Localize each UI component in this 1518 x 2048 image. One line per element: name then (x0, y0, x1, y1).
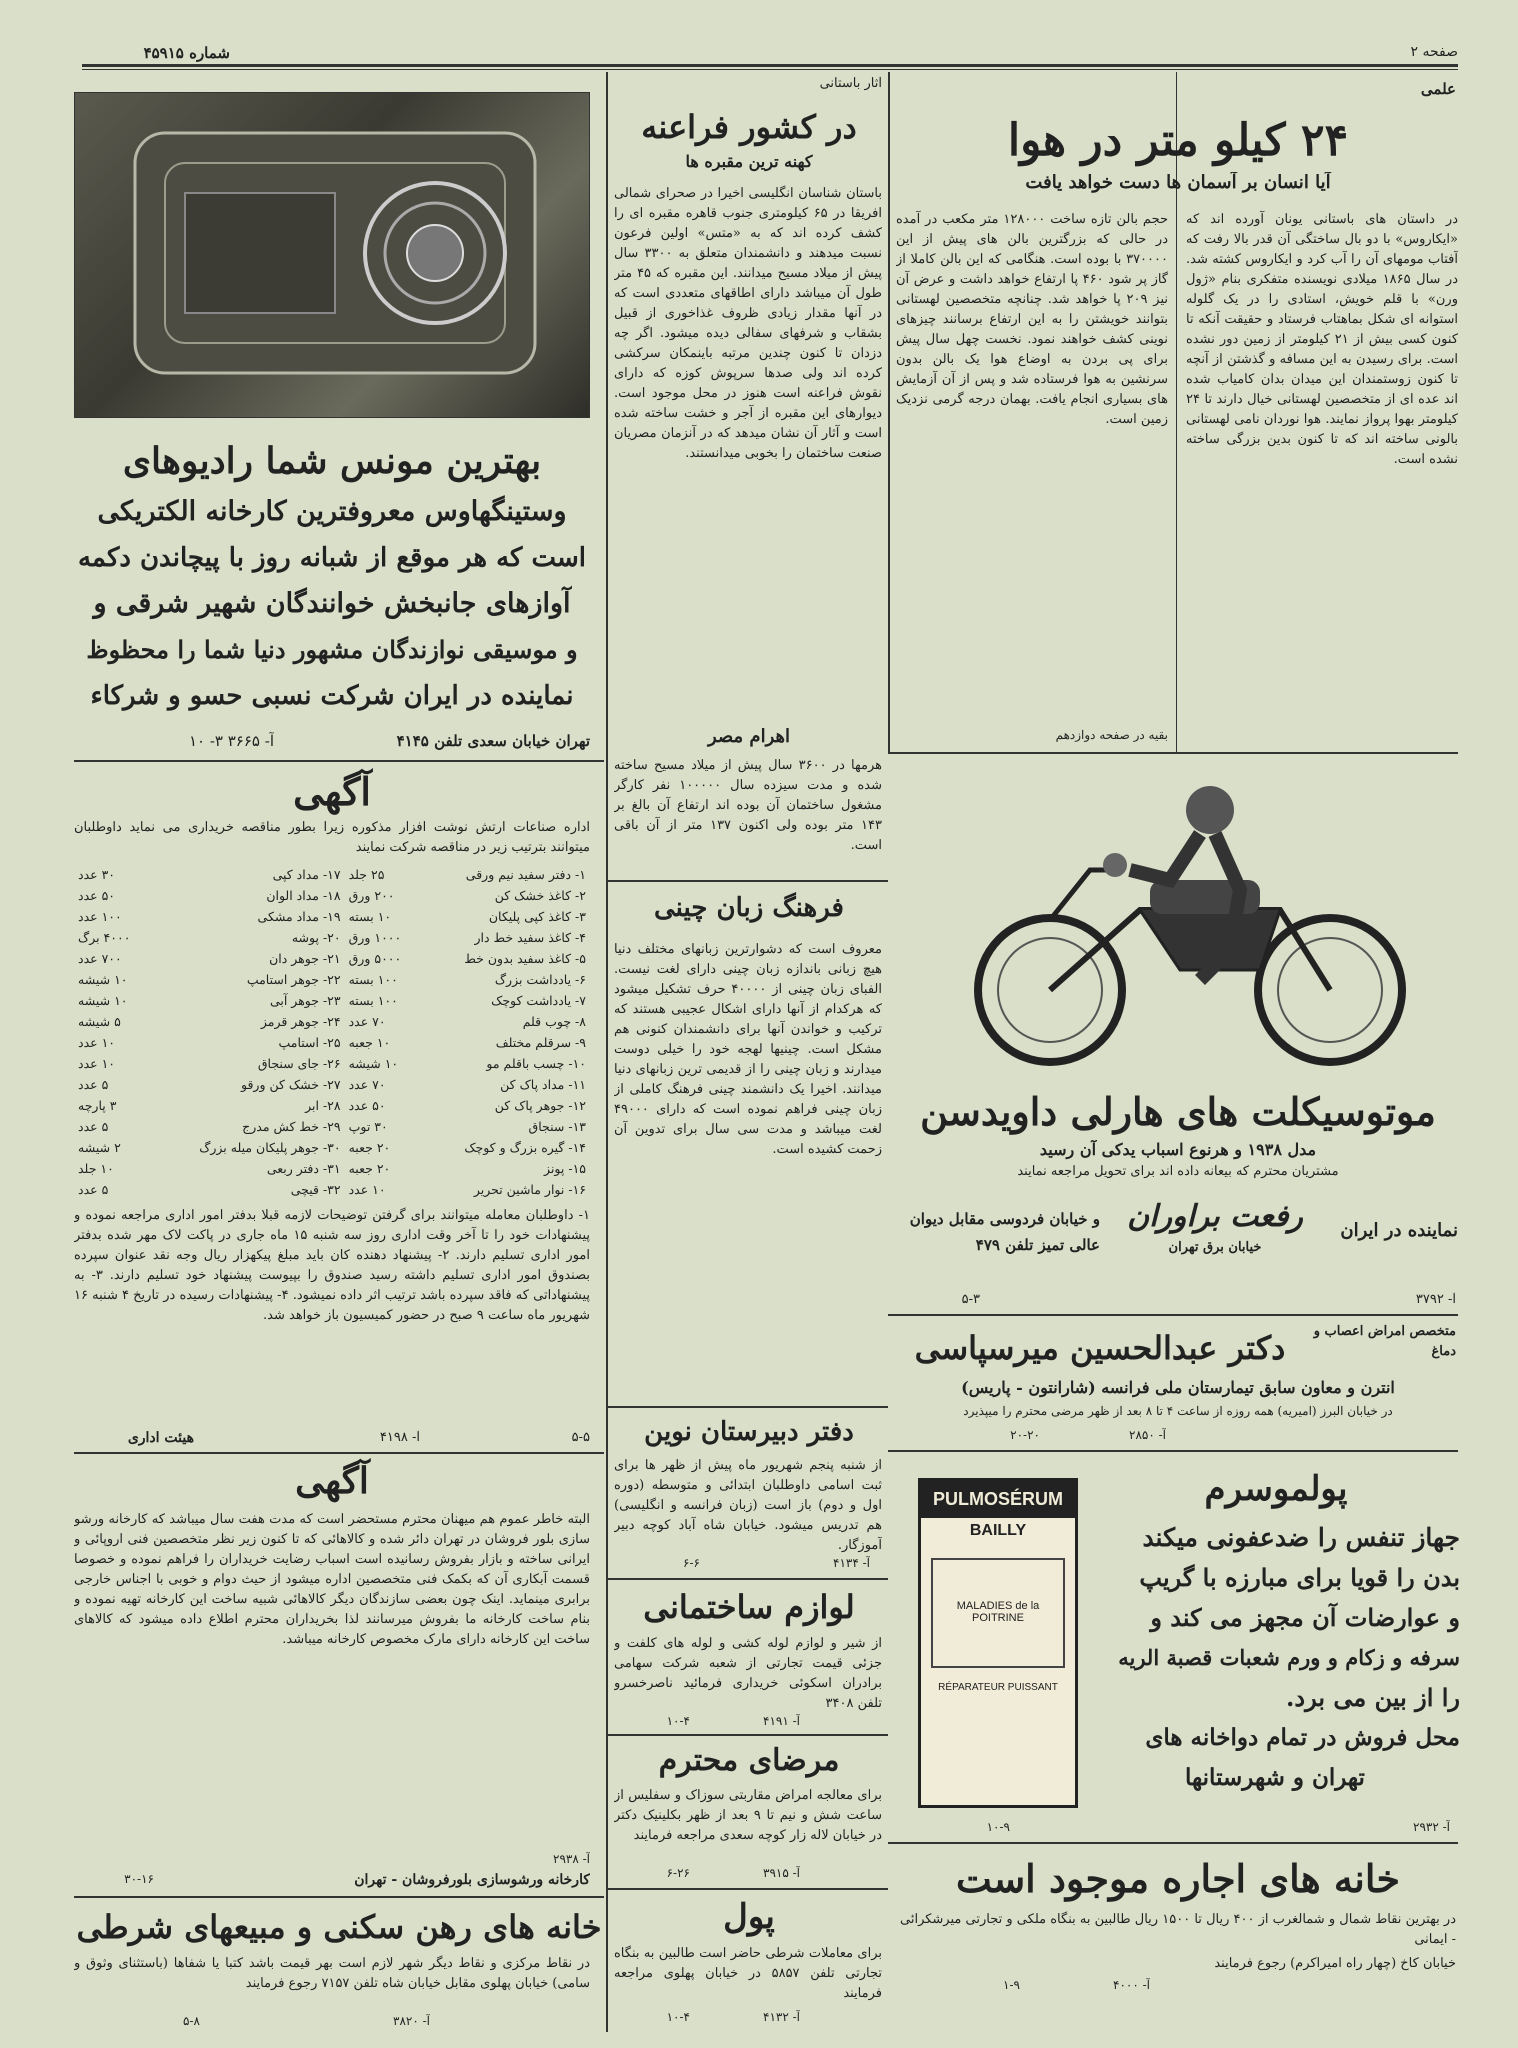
pulmoserum-label: MALADIES de la POITRINE (931, 1558, 1065, 1668)
doctor-credentials: انترن و معاون سابق تیمارستان ملی فرانسه (شارانتون - پاریس) (961, 1378, 1395, 1397)
notice-title: آگهی (293, 769, 371, 814)
issue-number: شماره ۴۵۹۱۵ (143, 44, 230, 62)
table-cell: ۱۰۰ عدد (78, 909, 122, 924)
table-row (74, 1032, 590, 1053)
table-cell: ۵ شیشه (78, 1014, 121, 1029)
table-cell: ۲۰۰ ورق (348, 888, 395, 903)
motorcycle-headline: موتوسیکلت های هارلی داویدسن (920, 1089, 1436, 1134)
table-cell: ۲۵ جلد (348, 867, 385, 882)
table-cell: ۷۰ عدد (348, 1077, 386, 1092)
pulmoserum-label2: RÉPARATEUR PUISSANT (938, 1682, 1058, 1693)
science-title: ۲۴ کیلو متر در هوا (1007, 115, 1349, 166)
pulmoserum-line: محل فروش در تمام دواخانه های (1145, 1724, 1460, 1751)
table-cell: ۱۰ شیشه (348, 1056, 399, 1071)
notice-items-table (74, 864, 590, 1204)
motorcycle-code2: ۵-۳ (961, 1292, 980, 1307)
table-cell: ۱۰ شیشه (78, 993, 128, 1008)
table-cell: ۱۶- نوار ماشین تحریر (473, 1182, 586, 1197)
table-cell: ۵۰ عدد (348, 1098, 386, 1113)
patients-code: آ- ۳۹۱۵ (763, 1866, 800, 1880)
radio-address: تهران خیابان سعدی تلفن ۴۱۴۵ (396, 732, 590, 750)
notice-signature: هیئت اداری (127, 1430, 194, 1446)
notice2-code2: ۳۰-۱۶ (124, 1872, 154, 1886)
materials-text: از شیر و لوازم لوله کشی و لوله های کلفت و جزئی قیمت تجارتی از شعبه شرکت سهامی برادران اسکوئی خریداری فرمائید ناصرخسرو تلفن ۳۴۰۸ (614, 1636, 882, 1711)
pulmoserum-code2: ۱۰-۹ (986, 1820, 1010, 1834)
table-row (74, 1011, 590, 1032)
table-cell: ۳۰- جوهر پلیکان میله بزرگ (199, 1140, 341, 1155)
egypt-subtitle: کهنه ترین مقبره ها (685, 152, 813, 171)
table-row (74, 927, 590, 948)
mortgage-title: خانه های رهن سکنی و مبیعهای شرطی (76, 1908, 602, 1946)
notice-code-right: ۵-۵ (571, 1430, 590, 1445)
section-rule (608, 1734, 888, 1736)
pulmoserum-maker: BAILLY (969, 1522, 1027, 1539)
notice-terms: ۱- داوطلبان معامله میتوانند برای گرفتن توضیحات لازمه قبلا بدفتر امور اداری مراجعه نموده و پیشنهادات خود را تا آخر وقت اداری روز سه شنبه ۱۵ ماه جاری در پاکت لاک مهر شده بدفتر امور اداری تسلیم دارند. ۲- پیشنهاد دهنده کان باید مبلغ پیکهزار ریال وجه نقد عنوان سپرده بصندوق امور اداری تسلیم داشته رسید صندوق را بپیوست پیشنهاد خود تسلیم دارند. ۳- به پیشنهاداتی که فاقد سپرده باشد ترتیب اثر داده نمیشود. ۴- پیشنهادات رسیده در تاریخ ۴ شنبه ۱۶ شهریور ماه ساعت ۹ صبح در حضور کمیسیون باز خواهد شد. (74, 1208, 590, 1323)
table-cell: ۱۰۰ بسته (348, 993, 398, 1008)
pulmoserum-line: تهران و شهرستانها (1185, 1764, 1365, 1791)
table-cell: ۱۰۰ بسته (348, 972, 398, 987)
table-row (74, 948, 590, 969)
science-col1: در داستان های باستانی یونان آورده اند که «ایکاروس» با دو بال ساختگی آن قدر بالا رفت که آفتاب مومهای آن را آب کرد و ایکاروس کشته شد. در سال ۱۸۶۵ میلادی نویسنده متفکری بنام «ژول ورن» با قلم خویش، استادی را در یک گلوله استوانه ای شکل بماهتاب فرستاد و حقیقت آنکه تا کنون کسی بیش از ۲۱ کیلومتر از زمین دور نشده است. برای رسیدن به این مسافه و گذشتن از آنچه تا کنون زوستمندان این میدان بدان کامیاب شده اند عده ای از متخصصین لهستانی خیال دارند تا ۲۴ کیلومتر بهوا پرواز نمایند. هوا نوردان نامی لهستانی بالونی ساخته اند که تا کنون بدین بزرگی ساخته نشده است. (1186, 212, 1458, 467)
table-cell: ۵ عدد (78, 1077, 109, 1092)
table-row (74, 969, 590, 990)
section-rule (888, 1450, 1458, 1452)
table-row (74, 885, 590, 906)
table-cell: ۲۰ جعبه (348, 1140, 391, 1155)
mortgage-text: در نقاط مرکزی و نقاط دیگر شهر لازم است بهر قیمت باشد کتبا یا شفاها (باستثنای وثوق و سامی) خیابان پهلوی مقابل خیابان شاه تلفن ۷۱۵۷ رجوع فرمایند (74, 1956, 590, 1991)
table-cell: ۱۰ عدد (348, 1182, 386, 1197)
money-text: برای معاملات شرطی حاضر است طالبین به بنگاه تجارتی تلفن ۵۸۵۷ در خیابان پهلوی مراجعه فرمایند (614, 1946, 882, 2001)
column-divider (606, 72, 608, 2032)
money-code: آ- ۴۱۳۲ (763, 2010, 800, 2024)
section-rule (608, 1578, 888, 1580)
pulmoserum-line: و عوارضات آن مجهز می کند و (1150, 1603, 1460, 1632)
table-cell: ۳۰ توپ (348, 1119, 388, 1134)
school-code: آ- ۴۱۳۴ (833, 1556, 870, 1570)
section-rule (74, 1452, 604, 1454)
houses-code2: ۱-۹ (1003, 1978, 1020, 1992)
section-rule (608, 1406, 888, 1408)
science-section-label: علمی (1420, 80, 1456, 98)
motorcycle-model: مدل ۱۹۳۸ و هرنوع اسباب یدکی آن رسید (1039, 1140, 1317, 1159)
mortgage-code2: ۵-۸ (183, 2014, 200, 2028)
houses-code: آ- ۴۰۰۰ (1113, 1978, 1150, 1992)
table-cell: ۱۲- جوهر پاک کن (494, 1098, 586, 1113)
column-divider (888, 72, 890, 752)
table-cell: ۲۸- ابر (305, 1098, 341, 1113)
table-cell: ۵۰۰۰ ورق (348, 951, 402, 966)
table-cell: ۲- کاغذ خشک کن (494, 888, 586, 903)
egypt-section-label: آثار باستانی (819, 76, 882, 91)
chinese-text: معروف است که دشوارترین زبانهای مختلف دنیا هیچ زبانی باندازه زبان چینی دارای لغت نیست. الفبای زبان چینی از ۴۰۰۰۰ حرف تشکیل میشود که هرکدام از آنها دارای اشکال عجیبی هستند که ترکیب و خواندن آنها برای دانشمندان کنونی هم مشکل است. چینیها لهجه خود را خیلی دوست میدارند و زبان چینی را از قدیمی ترین زبانهای دنیا میدانند. اخیرا یک دانشمند چینی فرهنگ کاملی از زبان چینی فراهم نموده است که دارای ۴۹۰۰۰ لغت میباشد و مدت سی سال برای تدوین آن زحمت کشیده است. (614, 942, 882, 1157)
table-cell: ۱۰ عدد (78, 1056, 115, 1071)
table-cell: ۵ عدد (78, 1182, 109, 1197)
motorcycle-rep-label: نماینده در ایران (1340, 1220, 1458, 1241)
motorcycle-code: آ- ۳۷۹۲ (1415, 1292, 1456, 1307)
section-rule (608, 880, 888, 882)
doctor-specialty: متخصص امراض اعصاب و دماغ (1313, 1324, 1456, 1359)
science-continued: بقیه در صفحه دوازدهم (1055, 728, 1168, 742)
patients-title: مرضای محترم (658, 1743, 840, 1778)
pulmoserum-line: سرفه و زکام و ورم شعبات قصبة الریه (1118, 1645, 1460, 1670)
egypt-text: باستان شناسان انگلیسی اخیرا در صحرای شمالی افریقا در ۶۵ کیلومتری جنوب قاهره مقبره ای را کشف کرده اند که به «متس» اولین فرعون نسبت میدهند و دانشمندان متعلق به ۳۳۰۰ سال پیش از میلاد مسیح میدانند. این مقبره که ۴۵ متر طول آن میباشد دارای اطاقهای متعددی است که در آنها مقدار زیادی ظروف غذاخوری از قبیل بشقاب و شرفهای سفالی دیده میشود. اگر چه دزدان تا کنون چندین مرتبه باینمکان سرکشی کرده اند ولی صدها سرپوش کوزه که دارای نقوش فراعنه است هنوز در محل موجود است. دیوارهای این مقبره از آجر و خشت ساخته شده است و آثار آن نشان میدهد که در آنزمان مصریان صنعت ساختمان را بخوبی میدانستند. (614, 186, 882, 461)
table-cell: ۵ عدد (78, 1119, 109, 1134)
houses-address: خیابان کاخ (چهار راه امیراکرم) رجوع فرمایند (1214, 1956, 1456, 1971)
radio-line-1: وستینگهاوس معروفترین کارخانه الکتریکی (97, 496, 567, 527)
table-cell: ۱۰ شیشه (78, 972, 128, 987)
section-rule (608, 1888, 888, 1890)
notice-code-left: آ- ۴۱۹۸ (379, 1430, 420, 1445)
motorcycle-company: رفعت براوران (1127, 1199, 1303, 1234)
table-cell: ۲۶- جای سنجاق (257, 1056, 341, 1071)
money-title: پول (723, 1897, 775, 1937)
science-col2: حجم بالن تازه ساخت ۱۲۸۰۰۰ متر مکعب در آمده در حالی که بزرگترین بالن های پیش از این ۳۷۰۰۰۰ با بوده است. هنگامی که این بالن کاملا از گاز پر شود ۴۶۰ پا ارتفاع خواهد داشت و عرض آن نیز ۲۰۹ پا خواهد شد. چنانچه متخصصین لهستانی بتوانند خویشتن را به این ارتفاع برسانند چیزهای نوینی کشف خواهند نمود. نخست چهل سال پیش برای پی بردن به اوضاع هوا یک بالن بدون سرنشین به هوا فرستاده شد و پس از آن آزمایش های بسیاری انجام یافت. بهمان درجه گرمی نزدیک زمین است. (896, 212, 1168, 427)
pulmoserum-title: پولموسرم (1204, 1469, 1348, 1509)
pyramids-text: هرمها در ۳۶۰۰ سال پیش از میلاد مسیح ساخته شده و مدت سیزده سال ۱۰۰۰۰۰ نفر کارگر مشغول ساختمان آن بوده اند ارتفاع آن بالغ بر ۱۴۳ متر بوده ولی اکنون ۱۳۷ متر از آن باقی است. (614, 758, 882, 853)
table-cell: ۲۴- جوهر قرمز (260, 1014, 341, 1029)
table-cell: ۱۰۰۰ ورق (348, 930, 402, 945)
doctor-code2: ۲۰-۲۰ (1010, 1428, 1040, 1442)
table-row (74, 1179, 590, 1200)
table-row (74, 906, 590, 927)
radio-line-2: است که هر موقع از شبانه روز با پیچاندن دکمه (77, 543, 587, 573)
table-row (74, 1095, 590, 1116)
table-row (74, 990, 590, 1011)
patients-code2: ۶-۲۶ (666, 1866, 690, 1880)
table-cell: ۱۴- گیره بزرگ و کوچک (464, 1140, 586, 1155)
section-rule (888, 1842, 1458, 1844)
table-cell: ۱۰ جلد (78, 1161, 114, 1176)
houses-text: در بهترین نقاط شمال و شمالغرب از ۴۰۰ ریال تا ۱۵۰۰ ریال طالبین به بنگاه ملکی و تجارتی میرشکرائی - ایمانی (900, 1912, 1456, 1947)
table-cell: ۱۸- مداد الوان (266, 888, 341, 903)
motorcycle-shop: و خیابان فردوسی مقابل دیوان عالی تمیز تلفن ۴۷۹ (909, 1210, 1100, 1254)
page-number: صفحه ۲ (1410, 44, 1458, 60)
money-code2: ۱۰-۴ (666, 2010, 690, 2024)
table-cell: ۳۰ عدد (78, 867, 115, 882)
pulmoserum-line: را از بین می برد. (1286, 1683, 1460, 1712)
table-cell: ۵- کاغذ سفید بدون خط (464, 951, 586, 966)
motorcycle-company-address: خیابان برق تهران (1168, 1240, 1262, 1255)
radio-icon (75, 93, 590, 418)
table-cell: ۸- چوب قلم (522, 1014, 586, 1029)
table-cell: ۴- کاغذ سفید خط دار (474, 930, 586, 945)
radio-headline: بهترین مونس شما رادیوهای (122, 440, 542, 482)
table-row (74, 864, 590, 885)
pulmoserum-line: بدن را قویا برای مبارزه با گریپ (1139, 1563, 1460, 1592)
school-text: از شنبه پنجم شهریور ماه پیش از ظهر ها برای ثبت اسامی داوطلبان ابتدائی و متوسطه (دوره اول و دوم) باز است (زبان فرانسه و انگلیسی) هم تدریس میشود. خیابان شاه آباد کوچه دبیر آموزگار. (614, 1458, 882, 1553)
radio-code: آ- ۳۶۶۵ ۳- ۱۰ (188, 732, 274, 750)
table-row (74, 1158, 590, 1179)
table-cell: ۲۵- استامپ (278, 1035, 341, 1050)
materials-code: آ- ۴۱۹۱ (763, 1714, 800, 1728)
school-title: دفتر دبیرستان نوین (644, 1417, 854, 1447)
table-row (74, 1137, 590, 1158)
materials-code2: ۱۰-۴ (666, 1714, 690, 1728)
notice2-code: آ- ۲۹۳۸ (553, 1852, 590, 1866)
pulmoserum-code: آ- ۲۹۳۲ (1413, 1820, 1450, 1834)
table-cell: ۱۰- چسب باقلم مو (486, 1056, 586, 1071)
section-rule (74, 760, 604, 762)
table-cell: ۱۳- سنجاق (528, 1119, 586, 1134)
chinese-title: فرهنگ زبان چینی (654, 893, 844, 923)
science-subtitle: آیا انسان بر آسمان ها دست خواهد یافت (1025, 172, 1331, 193)
table-cell: ۲۲- جوهر استامپ (246, 972, 341, 987)
patients-text: برای معالجه امراض مقاربتی سوزاک و سفلیس از ساعت شش و نیم تا ۹ بعد از ظهر بکلینیک دکتر در خیابان لاله زار کوچه سعدی مراجعه فرمایند (614, 1788, 882, 1843)
table-cell: ۲۰ جعبه (348, 1161, 391, 1176)
table-cell: ۳۲- قیچی (290, 1182, 341, 1197)
houses-title: خانه های اجاره موجود است (956, 1856, 1400, 1901)
masthead-rule (82, 64, 1458, 70)
table-cell: ۷- یادداشت کوچک (491, 993, 586, 1008)
notice-intro: اداره صناعات ارتش نوشت افزار مذکوره زیرا بطور مناقصه خریداری می نماید داوطلبان میتوانند بترتیب زیر در مناقصه شرکت نمایند (74, 820, 590, 855)
table-cell: ۱۰ جعبه (348, 1035, 391, 1050)
materials-title: لوازم ساختمانی (643, 1588, 855, 1626)
motorcycle-illustration (900, 770, 1456, 1070)
table-cell: ۲۷- خشک کن ورقو (240, 1077, 341, 1092)
table-cell: ۷۰ عدد (348, 1014, 386, 1029)
table-cell: ۴۰۰۰ برگ (78, 930, 131, 945)
table-cell: ۳- کاغذ کپی پلیکان (488, 909, 586, 924)
table-cell: ۷۰۰ عدد (78, 951, 122, 966)
radio-photo (74, 92, 590, 418)
pulmoserum-line: جهاز تنفس را ضدعفونی میکند (1142, 1523, 1460, 1552)
table-cell: ۲۳- جوهر آبی (269, 993, 341, 1008)
radio-line-3: آوازهای جانبخش خوانندگان شهیر شرقی و (93, 588, 571, 619)
table-cell: ۹- سرقلم مختلف (495, 1035, 586, 1050)
school-code2: ۶-۶ (683, 1556, 700, 1570)
doctor-address: در خیابان البرز (امیریه) همه روزه از ساعت ۴ تا ۸ بعد از ظهر مرضی محترم را میپذیرد (963, 1404, 1393, 1418)
radio-line-4: و موسیقی نوازندگان مشهور دنیا شما را محظوظ (86, 635, 578, 664)
pyramids-title: اهرام مصر (707, 726, 791, 747)
table-cell: ۳۱- دفتر ربعی (266, 1161, 341, 1176)
table-cell: ۱۵- پونز (544, 1161, 586, 1176)
notice2-title: آگهی (295, 1460, 369, 1502)
table-row (74, 1116, 590, 1137)
mortgage-code: آ- ۳۸۲۰ (393, 2014, 430, 2028)
table-cell: ۱۰ عدد (78, 1035, 115, 1050)
table-cell: ۲۰- پوشه (291, 930, 341, 945)
egypt-title: در کشور فراعنه (641, 108, 857, 146)
table-cell: ۶- یادداشت بزرگ (494, 972, 586, 987)
section-rule (888, 1314, 1458, 1316)
section-rule (74, 1896, 604, 1898)
table-row (74, 1053, 590, 1074)
section-rule (888, 752, 1458, 754)
pulmoserum-brand: PULMOSÉRUM (921, 1481, 1075, 1518)
motorcycle-icon (900, 770, 1456, 1070)
table-cell: ۲۱- جوهر دان (269, 951, 341, 966)
table-cell: ۱- دفتر سفید نیم ورقی (465, 867, 586, 882)
table-row (74, 1074, 590, 1095)
table-cell: ۲۹- خط کش مدرج (242, 1119, 341, 1134)
radio-line-5: نماینده در ایران شرکت نسبی حسو و شرکاء (90, 681, 574, 711)
table-cell: ۱۹- مداد مشکی (257, 909, 341, 924)
notice2-text: البته خاطر عموم هم میهنان محترم مستحضر است که مدت هفت سال میباشد که کارخانه ورشو سازی بلور فروشان در تهران دائر شده و کالاهائی که تا کنون زیر نظر متخصصین فنی اروپائی و ایرانی ساخته و بازار بفروش رسانیده است اسباب رضایت خریداران را فراهم نموده و خصوصا قسمت آبکاری آن که بکمک فنی متخصصین اداره میشود از حیث دوام و خوبی با اجناس خارجی برابری مینماید. اینک چون بعضی سازندگان دیگر کالاهائی شبیه ساخت این کارخانه تهیه نموده و بنام ساخت کارخانه ما بفروش میرسانند لذا بخریداران محترم اطلاع داده میشود که کالاهای ساخت این کارخانه دارای مارک مخصوص کارخانه میباشد. (74, 1512, 590, 1647)
table-cell: ۱۰ بسته (348, 909, 392, 924)
doctor-code: آ- ۲۸۵۰ (1129, 1428, 1166, 1442)
table-cell: ۱۱- مداد پاک کن (500, 1077, 586, 1092)
table-cell: ۲ شیشه (78, 1140, 121, 1155)
pulmoserum-lines (1090, 1518, 1460, 1818)
table-cell: ۱۷- مداد کپی (272, 867, 341, 882)
pulmoserum-box-image (918, 1478, 1078, 1808)
motorcycle-note: مشتریان محترم که بیعانه داده اند برای تحویل مراجعه نمایند (1017, 1164, 1339, 1179)
notice2-signature: کارخانه ورشوسازی بلورفروشان - تهران (354, 1872, 590, 1888)
doctor-name: دکتر عبدالحسین میرسپاسی (914, 1329, 1286, 1367)
table-cell: ۵۰ عدد (78, 888, 115, 903)
table-cell: ۳ پارچه (78, 1098, 117, 1113)
